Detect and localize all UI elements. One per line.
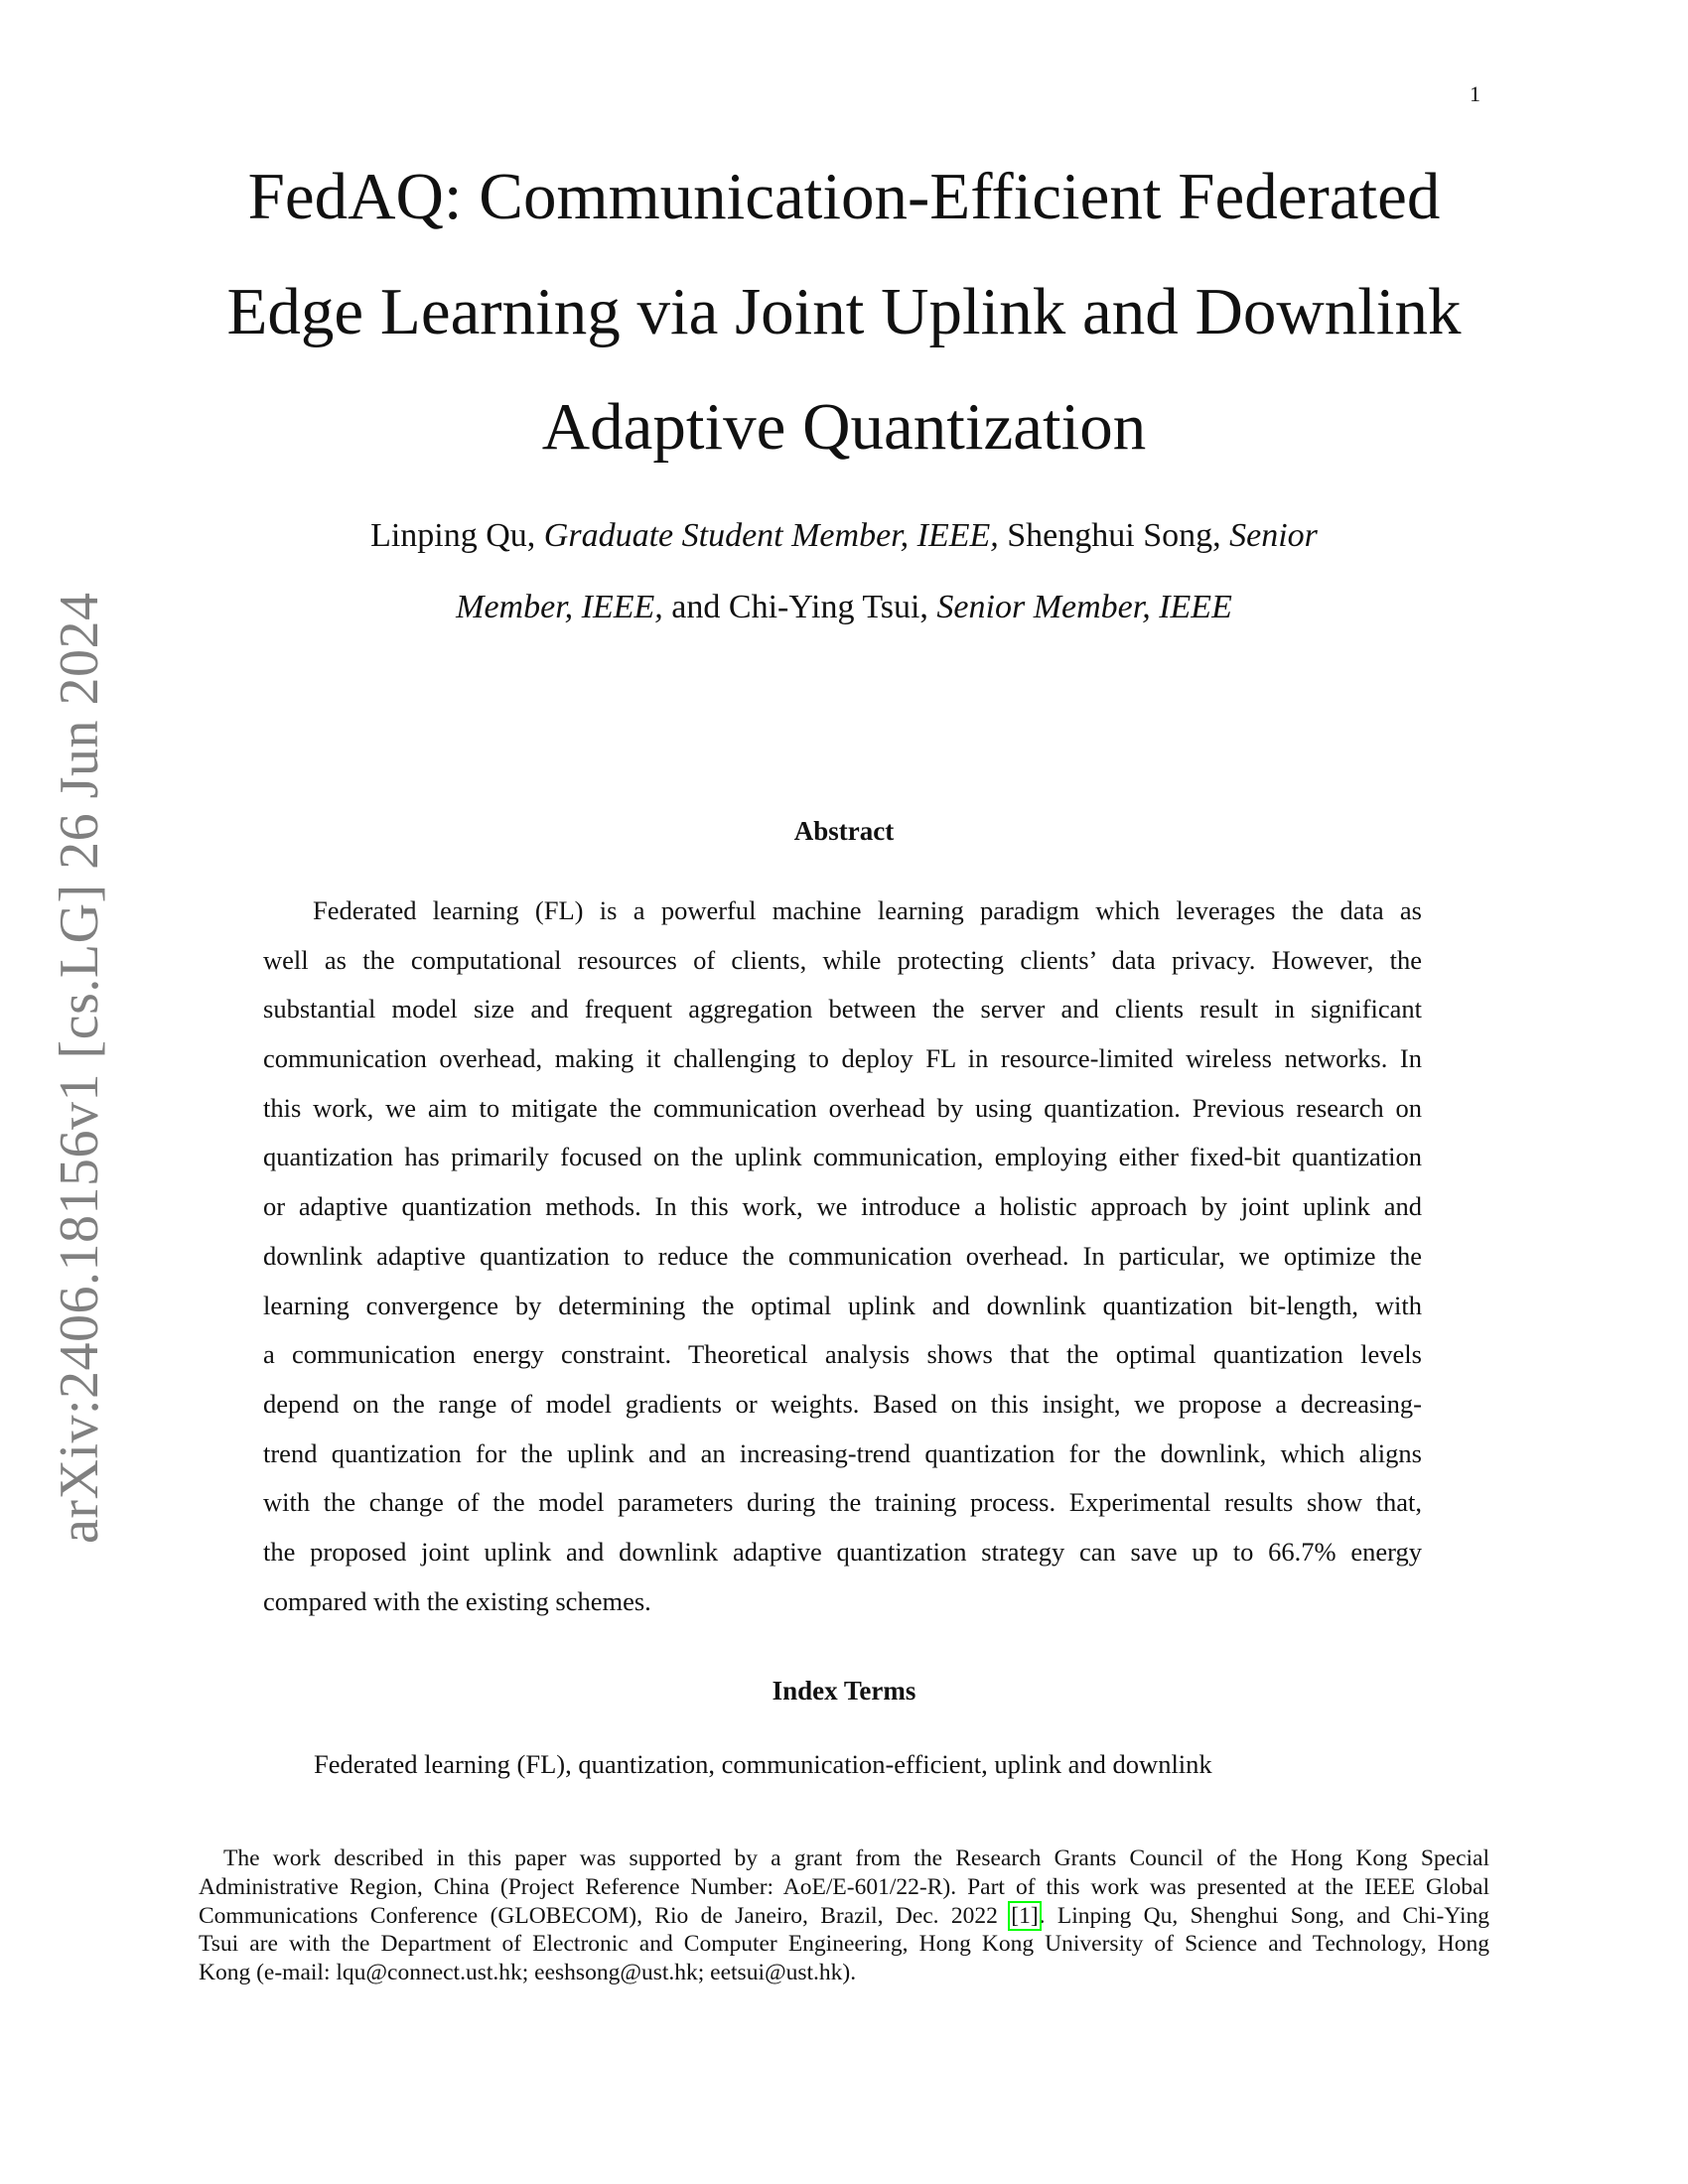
footnote-line: Tsui are with the Department of Electronic and Computer Engineering, Hong Kong University of Science and Technology, Hong: [199, 1931, 1489, 1958]
citation-link[interactable]: [1]: [1011, 1902, 1039, 1929]
abstract-line: learning convergence by determining the optimal uplink and downlink quantization bit-length, with: [263, 1290, 1422, 1320]
page-number: 1: [1470, 81, 1480, 106]
abstract-line: a communication energy constraint. Theoretical analysis shows that the optimal quantization levels: [263, 1339, 1422, 1370]
abstract-line: substantial model size and frequent aggregation between the server and clients result in significant: [263, 994, 1422, 1024]
paper-title: [149, 139, 1539, 484]
footnote-line: Administrative Region, China (Project Reference Number: AoE/E-601/22-R). Part of this work was presented at the IEEE Global: [199, 1873, 1489, 1900]
abstract-line: communication overhead, making it challenging to deploy FL in resource-limited wireless networks. In: [263, 1043, 1422, 1074]
footnote-line: [199, 1902, 1489, 1931]
author-role: Graduate Student Member, IEEE,: [543, 517, 999, 554]
abstract-line: with the change of the model parameters during the training process. Experimental results show that,: [263, 1487, 1422, 1518]
author-role: Senior: [1229, 517, 1318, 554]
footnote-line: Kong (e-mail: lqu@connect.ust.hk; eeshsong@ust.hk; eetsui@ust.hk).: [199, 1960, 857, 1986]
title-line: Edge Learning via Joint Uplink and Downlink: [226, 275, 1462, 348]
abstract-line: trend quantization for the uplink and an increasing-trend quantization for the downlink, which aligns: [263, 1437, 1422, 1468]
index-terms-heading: Index Terms: [772, 1676, 916, 1706]
abstract-line: quantization has primarily focused on the uplink communication, employing either fixed-bit quantization: [263, 1142, 1422, 1172]
footnote: [199, 1844, 1489, 1987]
footnote-text: Communications Conference (GLOBECOM), Rio de Janeiro, Brazil, Dec. 2022: [199, 1902, 1011, 1929]
author-name: and Chi-Ying Tsui,: [671, 589, 928, 625]
abstract-line: compared with the existing schemes.: [263, 1585, 651, 1616]
title-line: FedAQ: Communication-Efficient Federated: [247, 160, 1441, 233]
index-terms-text: Federated learning (FL), quantization, communication-efficient, uplink and downlink: [314, 1749, 1212, 1779]
author-role: Senior Member, IEEE: [936, 589, 1232, 625]
author-role: Member, IEEE,: [456, 589, 663, 625]
abstract-line: or adaptive quantization methods. In this work, we introduce a holistic approach by joint uplink and: [263, 1191, 1422, 1222]
abstract-line: depend on the range of model gradients or weights. Based on this insight, we propose a decreasing-: [263, 1388, 1422, 1419]
footnote-line: The work described in this paper was supported by a grant from the Research Grants Council of the Hong Kong Special: [223, 1845, 1489, 1871]
abstract-body: [263, 887, 1422, 1626]
author-name: Linping Qu,: [370, 517, 536, 554]
abstract-line: downlink adaptive quantization to reduce the communication overhead. In particular, we optimize the: [263, 1240, 1422, 1271]
abstract-line: well as the computational resources of clients, while protecting clients’ data privacy. However, the: [263, 944, 1422, 975]
author-list: [199, 500, 1489, 643]
author-name: Shenghui Song,: [1007, 517, 1221, 554]
arxiv-identifier-stamp: arXiv:2406.18156v1 [cs.LG] 26 Jun 2024: [49, 592, 110, 1544]
abstract-line: Federated learning (FL) is a powerful machine learning paradigm which leverages the data as: [313, 895, 1422, 925]
abstract-line: the proposed joint uplink and downlink adaptive quantization strategy can save up to 66.7% energy: [263, 1536, 1422, 1567]
footnote-text: . Linping Qu, Shenghui Song, and Chi-Ying: [1039, 1902, 1489, 1929]
abstract-heading: Abstract: [793, 816, 895, 846]
abstract-line: this work, we aim to mitigate the communication overhead by using quantization. Previous research on: [263, 1092, 1422, 1123]
title-line: Adaptive Quantization: [541, 390, 1147, 464]
